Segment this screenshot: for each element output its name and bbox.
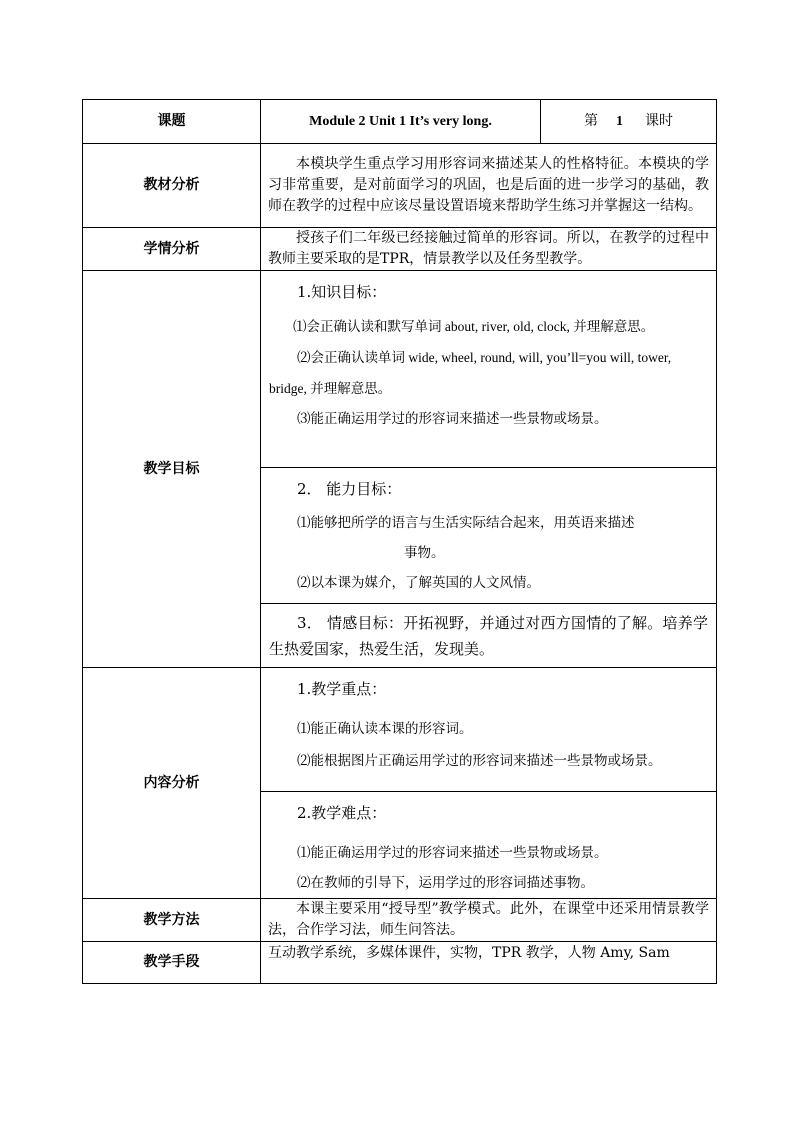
key-points-cell [261, 668, 717, 792]
ability-item-2: ⑵以本课为媒介，了解英国的人文风情。 [297, 575, 540, 591]
difficulties-title: 2.教学难点： [297, 804, 387, 822]
ability-objective-cell [261, 468, 717, 604]
methods-row [83, 899, 717, 942]
means-cell [261, 942, 717, 984]
means-label: 教学手段 [83, 942, 261, 984]
header-row [83, 100, 717, 144]
period-number: 1 [616, 114, 623, 129]
key-points-item-1: ⑴能正确认读本课的形容词。 [297, 721, 473, 737]
knowledge-objective-cell [261, 271, 717, 468]
methods-text: 本课主要采用“授导型”教学模式。此外，在课堂中还采用情景教学法，合作学习法，师生问答法。 [268, 901, 709, 938]
objectives-label: 教学目标 [83, 271, 261, 668]
period-suffix: 课时 [645, 113, 673, 129]
lesson-plan-table [82, 99, 717, 984]
means-text: 互动教学系统，多媒体课件，实物，TPR 教学，人物 Amy, Sam [268, 945, 670, 961]
textbook-analysis-text: 本模块学生重点学习用形容词来描述某人的性格特征。本模块的学习非常重要，是对前面学习的巩固，也是后面的进一步学习的基础，教师在教学的过程中应该尽量设置语境来帮助学生练习并掌握这一结构。 [268, 156, 709, 214]
knowledge-item-1: ⑴会正确认读和默写单词 about, river, old, clock, 并理解意思。 [293, 319, 655, 334]
knowledge-item-3: ⑶能正确运用学过的形容词来描述一些景物或场景。 [297, 411, 608, 427]
lesson-title: Module 2 Unit 1 It’s very long. [261, 100, 541, 144]
student-analysis-text: 授孩子们二年级已经接触过简单的形容词。所以，在教学的过程中教师主要采取的是TPR，情景教学以及任务型教学。 [268, 230, 709, 267]
textbook-analysis-cell [261, 144, 717, 228]
student-analysis-row [83, 228, 717, 271]
student-analysis-cell [261, 228, 717, 271]
knowledge-objective-row [83, 271, 717, 468]
key-points-title: 1.教学重点： [297, 680, 387, 698]
student-analysis-label: 学情分析 [83, 228, 261, 271]
key-points-row [83, 668, 717, 792]
difficulties-cell [261, 792, 717, 899]
knowledge-objective-title: 1.知识目标： [297, 283, 387, 301]
methods-cell [261, 899, 717, 942]
textbook-analysis-label: 教材分析 [83, 144, 261, 228]
topic-label: 课题 [83, 100, 261, 144]
knowledge-item-2: ⑵会正确认读单词 wide, wheel, round, will, you’ll=you will, tower, bridge, 并理解意思。 [269, 350, 672, 396]
methods-label: 教学方法 [83, 899, 261, 942]
content-analysis-label: 内容分析 [83, 668, 261, 899]
difficulties-item-1: ⑴能正确运用学过的形容词来描述一些景物或场景。 [297, 845, 608, 861]
period-cell [541, 100, 717, 144]
ability-item-1: ⑴能够把所学的语言与生活实际结合起来，用英语来描述 [297, 515, 635, 531]
ability-objective-title: 2． 能力目标： [297, 480, 402, 498]
difficulties-item-2: ⑵在教师的引导下，运用学过的形容词描述事物。 [297, 875, 594, 891]
period-prefix: 第 [584, 113, 598, 129]
means-row [83, 942, 717, 984]
textbook-analysis-row [83, 144, 717, 228]
key-points-item-2: ⑵能根据图片正确运用学过的形容词来描述一些景物或场景。 [297, 753, 662, 769]
emotion-objective-text: 3． 情感目标：开拓视野，并通过对西方国情的了解。培养学生热爱国家，热爱生活，发现美。 [269, 613, 708, 658]
emotion-objective-cell [261, 604, 717, 668]
ability-item-1-cont: 事物。 [404, 545, 445, 561]
